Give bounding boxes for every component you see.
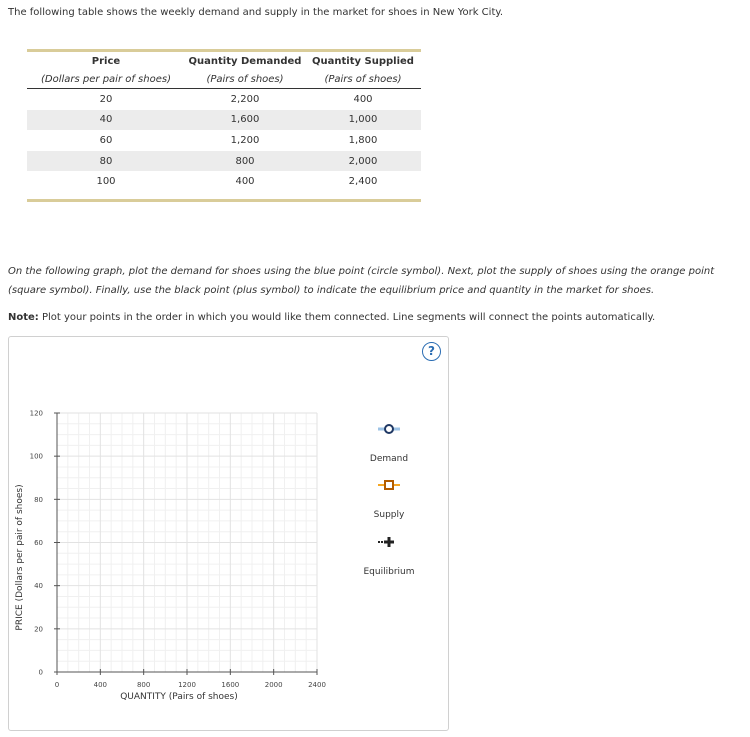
- header-quantity-supplied: Quantity Supplied: [312, 55, 414, 67]
- header-price: Price: [91, 55, 121, 67]
- table-row: [27, 130, 421, 151]
- cell-demanded: 400: [235, 176, 255, 188]
- x-axis-title: QUANTITY (Pairs of shoes): [120, 692, 238, 702]
- table-row: [27, 110, 421, 131]
- cell-price: 20: [99, 93, 113, 105]
- x-tick-label: 0: [54, 681, 60, 689]
- note-text: [8, 312, 655, 323]
- legend-label-supply: Supply: [373, 510, 405, 520]
- cell-supplied: 2,400: [348, 176, 378, 188]
- x-tick-label: 1600: [221, 681, 240, 689]
- supply-demand-table: [27, 49, 421, 202]
- cell-supplied: 400: [353, 93, 373, 105]
- cell-supplied: 1,800: [348, 134, 378, 146]
- y-tick-label: 0: [38, 668, 43, 677]
- cell-demanded: 1,600: [185, 110, 305, 131]
- cell-demanded: 1,200: [230, 134, 260, 146]
- graph-instructions: On the following graph, plot the demand for shoes using the blue point (circle symbol). Next, plot the supply of shoes using the orange point (square symbol). Finally, use the black point (plus symbol) to indicate the equilibrium price and quantity in the market for shoes.: [8, 266, 715, 296]
- cell-demanded: 800: [185, 151, 305, 172]
- y-tick-label: 60: [34, 539, 43, 547]
- demand-tool-circle-icon[interactable]: [385, 425, 393, 433]
- graph-canvas[interactable]: [9, 337, 448, 730]
- y-tick-label: 80: [34, 495, 43, 504]
- x-tick-label: 1200: [178, 681, 196, 689]
- table-row: [27, 89, 421, 110]
- cell-supplied: 2,000: [305, 151, 421, 172]
- legend-label-demand: Demand: [369, 454, 409, 464]
- help-button[interactable]: ?: [422, 342, 441, 361]
- cell-price: 100: [96, 176, 116, 188]
- supply-tool-square-icon[interactable]: [385, 481, 393, 489]
- y-axis-title: PRICE (Dollars per pair of shoes): [15, 484, 25, 631]
- cell-price: 60: [99, 134, 113, 146]
- cell-demanded: 2,200: [230, 93, 260, 105]
- x-tick-label: 400: [93, 681, 108, 689]
- y-tick-label: 120: [29, 409, 43, 418]
- note-body: Plot your points in the order in which you would like them connected. Line segments will connect the points automatically.: [38, 312, 656, 323]
- legend-label-equilibrium: Equilibrium: [363, 567, 415, 577]
- x-tick-label: 2400: [308, 681, 326, 689]
- x-tick-label: 800: [136, 681, 151, 689]
- y-tick-label: 20: [34, 625, 43, 634]
- table-row: [27, 151, 421, 172]
- cell-supplied: 1,000: [305, 110, 421, 131]
- x-tick-label: 2000: [264, 681, 283, 689]
- cell-price: 40: [27, 110, 185, 131]
- y-tick-label: 100: [29, 452, 43, 461]
- header-price-unit: (Dollars per pair of shoes): [27, 70, 185, 89]
- header-supplied-unit: (Pairs of shoes): [305, 70, 421, 89]
- header-demanded-unit: (Pairs of shoes): [185, 70, 305, 89]
- header-quantity-demanded: Quantity Demanded: [188, 55, 302, 67]
- cell-price: 80: [27, 151, 185, 172]
- intro-text: The following table shows the weekly demand and supply in the market for shoes in New York City.: [8, 7, 504, 18]
- graph-panel: [8, 336, 449, 731]
- note-label: Note:: [8, 312, 39, 323]
- y-tick-label: 40: [34, 582, 43, 591]
- table-row: [27, 171, 421, 192]
- table-bottom-rule: [27, 199, 421, 202]
